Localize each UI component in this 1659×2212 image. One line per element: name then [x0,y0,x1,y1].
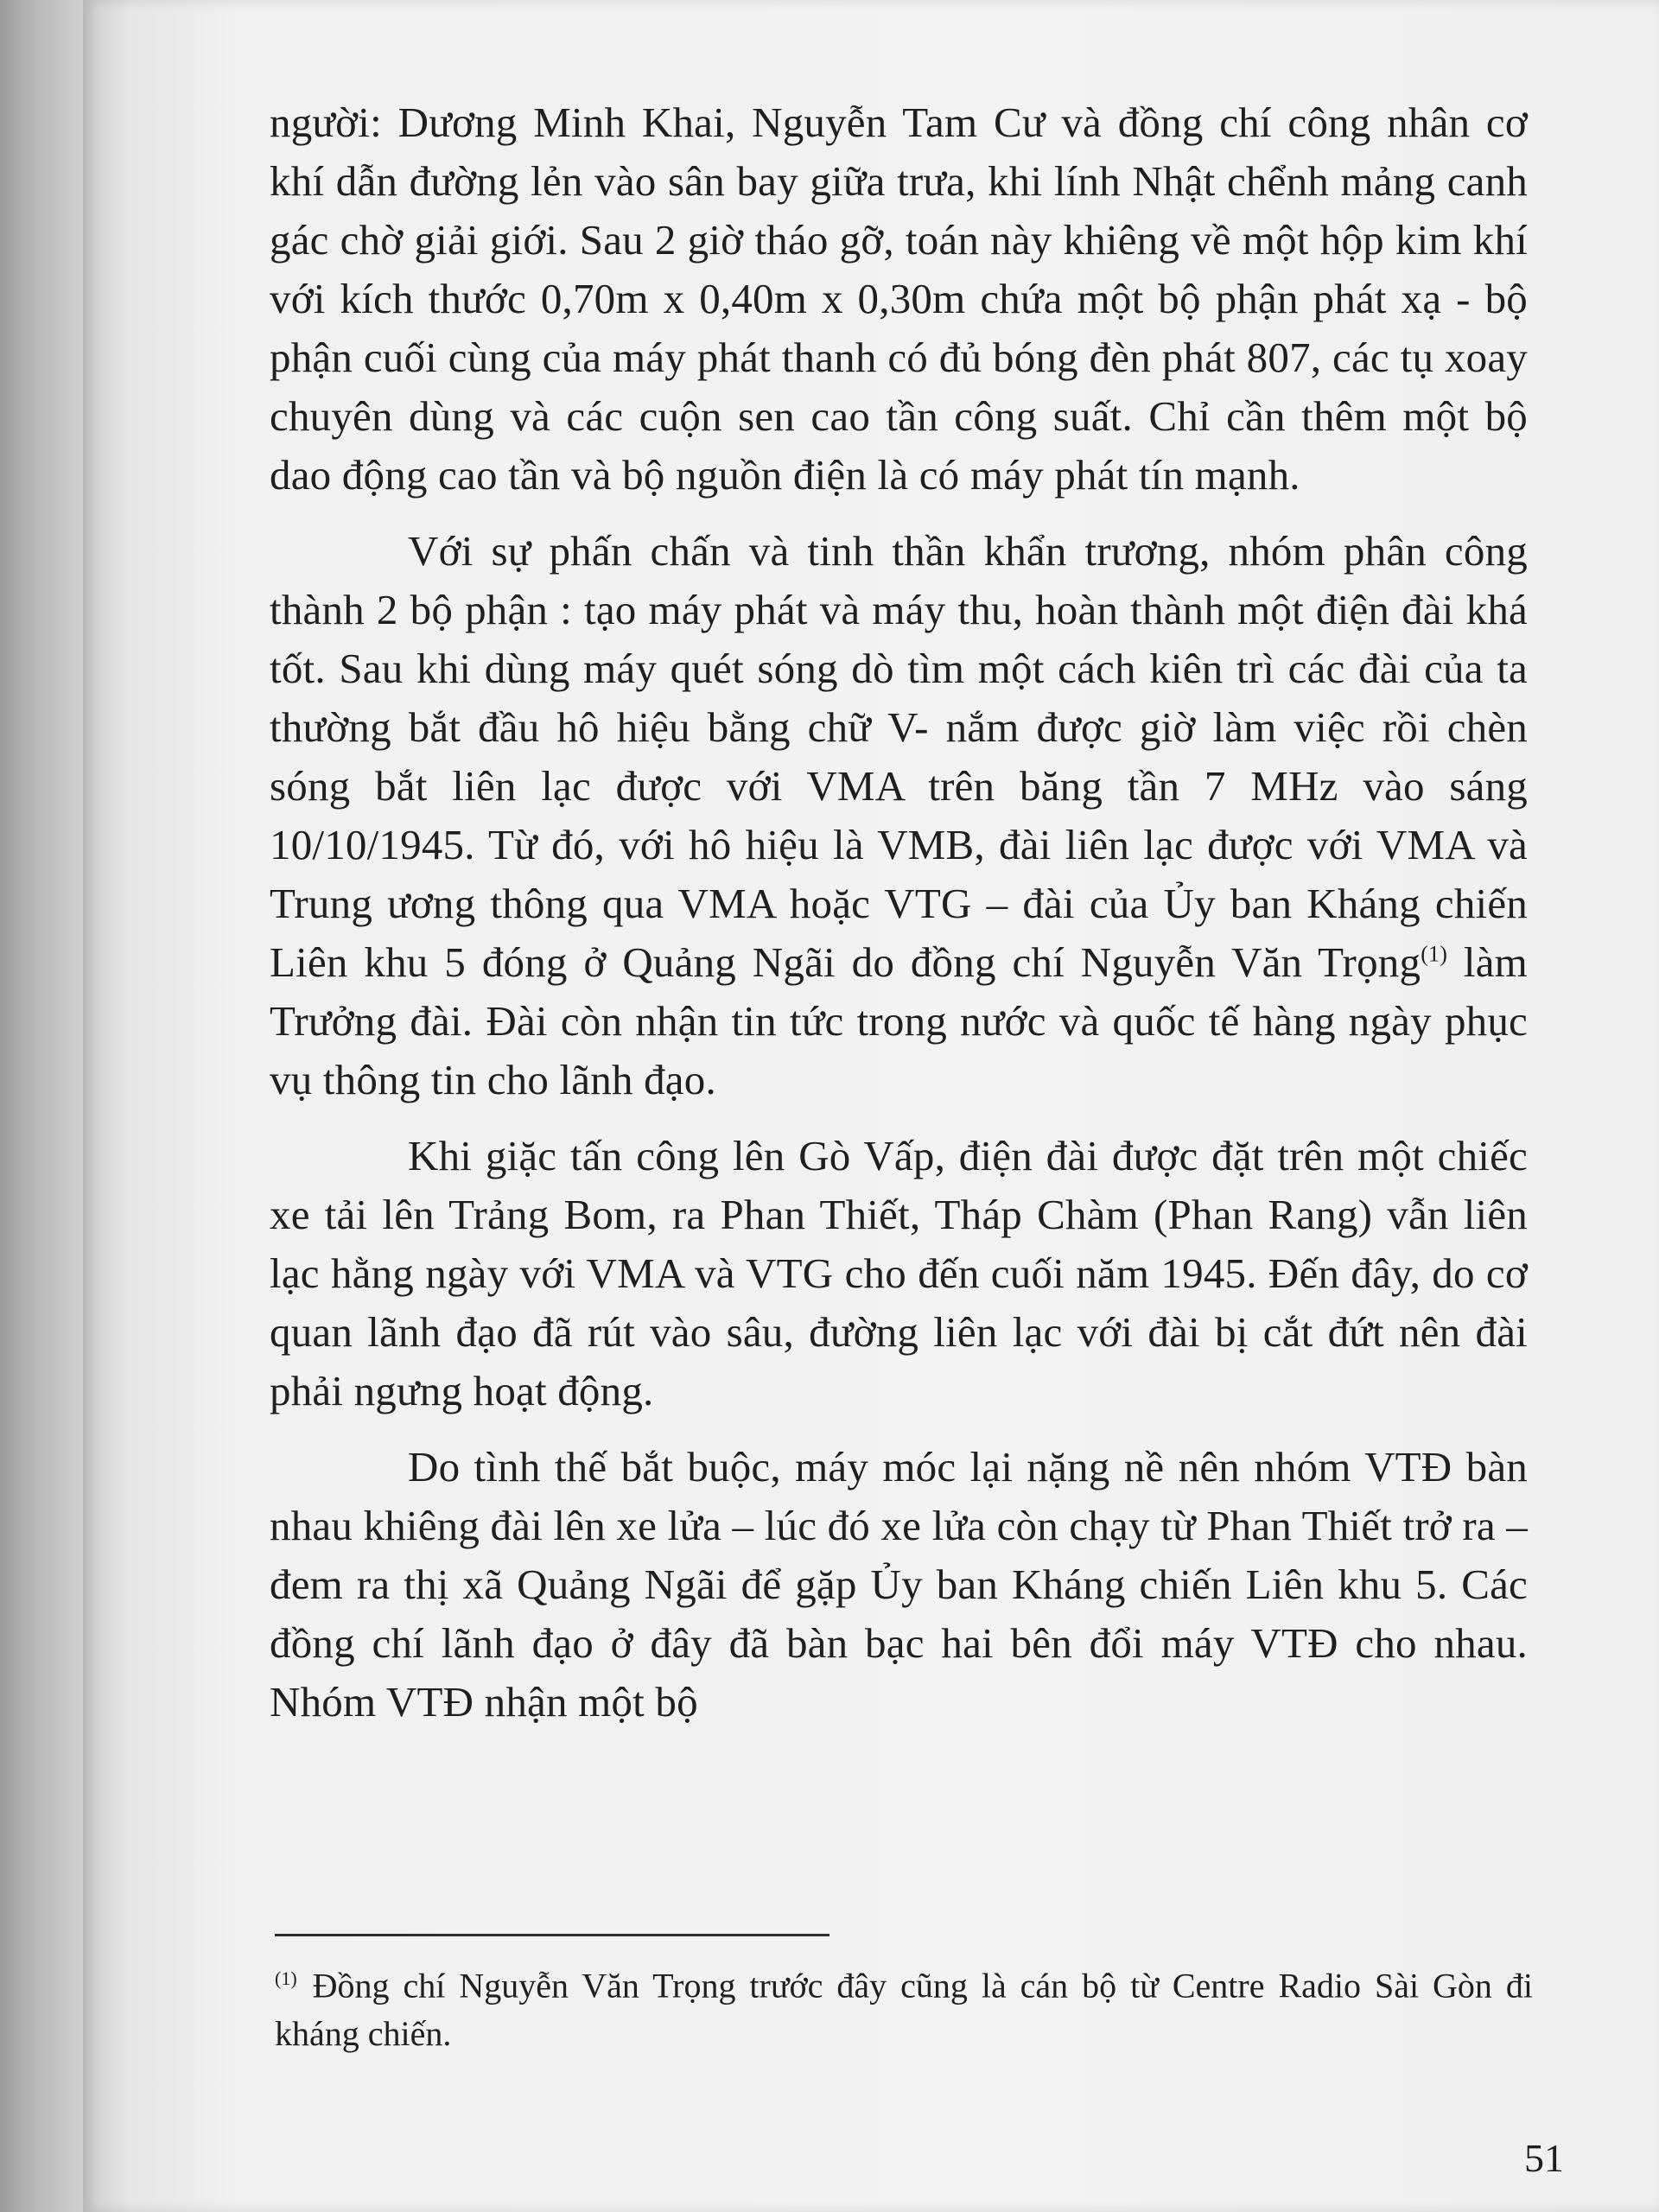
paragraph-1: người: Dương Minh Khai, Nguyễn Tam Cư và đồng chí công nhân cơ khí dẫn đường lẻn vào sân bay giữa trưa, khi lính Nhật chểnh mảng canh gác chờ giải giới. Sau 2 giờ tháo gỡ, toán này khiêng về một hộp kim khí với kích thước 0,70m x 0,40m x 0,30m chứa một bộ phận phát xạ - bộ phận cuối cùng của máy phát thanh có đủ bóng đèn phát 807, các tụ xoay chuyên dùng và các cuộn sen cao tần công suất. Chỉ cần thêm một bộ dao động cao tần và bộ nguồn điện là có máy phát tín mạnh. [270,99,1528,499]
paragraph-2 [270,522,1528,1109]
footnote [275,1955,1533,2058]
footnote-reference: (1) [1421,941,1448,967]
paragraph-2-text-after-note: làm Trưởng đài. Đài còn nhận tin tức trong nước và quốc tế hàng ngày phục vụ thông tin cho lãnh đạo. [270,938,1528,1103]
page-number: 51 [1524,2136,1564,2180]
paragraph-3: Khi giặc tấn công lên Gò Vấp, điện đài được đặt trên một chiếc xe tải lên Trảng Bom, ra Phan Thiết, Tháp Chàm (Phan Rang) vẫn liên lạc hằng ngày với VMA và VTG cho đến cuối năm 1945. Đến đây, do cơ quan lãnh đạo đã rút vào sâu, đường liên lạc với đài bị cắt đứt nên đài phải ngưng hoạt động. [270,1132,1528,1414]
book-gutter [0,0,83,2212]
paragraph-4: Do tình thế bắt buộc, máy móc lại nặng nề nên nhóm VTĐ bàn nhau khiêng đài lên xe lửa – lúc đó xe lửa còn chạy từ Phan Thiết trở ra – đem ra thị xã Quảng Ngãi để gặp Ủy ban Kháng chiến Liên khu 5. Các đồng chí lãnh đạo ở đây đã bàn bạc hai bên đổi máy VTĐ cho nhau. Nhóm VTĐ nhận một bộ [270,1443,1528,1726]
footnote-text: Đồng chí Nguyễn Văn Trọng trước đây cũng là cán bộ từ Centre Radio Sài Gòn đi kháng chiến. [275,1966,1533,2054]
page-content [270,93,1528,1732]
paragraph-2-text-before-note: Với sự phấn chấn và tinh thần khẩn trương, nhóm phân công thành 2 bộ phận : tạo máy phát và máy thu, hoàn thành một điện đài khá tốt. Sau khi dùng máy quét sóng dò tìm một cách kiên trì các đài của ta thường bắt đầu hô hiệu bằng chữ V- nắm được giờ làm việc rồi chèn sóng bắt liên lạc được với VMA trên băng tần 7 MHz vào sáng 10/10/1945. Từ đó, với hô hiệu là VMB, đài liên lạc được với VMA và Trung ương thông qua VMA hoặc VTG – đài của Ủy ban Kháng chiến Liên khu 5 đóng ở Quảng Ngãi do đồng chí Nguyễn Văn Trọng [270,527,1528,986]
footnote-marker: (1) [275,1967,297,1989]
footnote-divider [275,1934,830,1936]
